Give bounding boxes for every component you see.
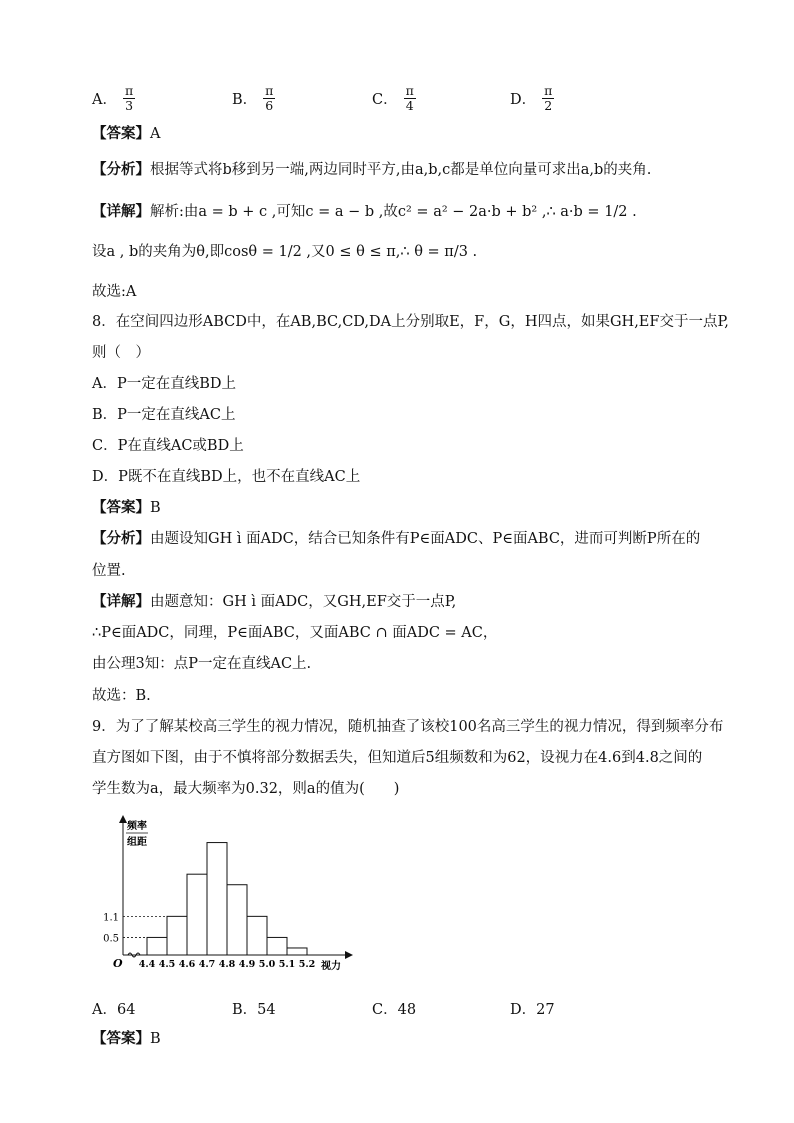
x-tick-label: 4.9	[238, 959, 256, 970]
q8-stem-line-2: 则（ ）	[92, 345, 150, 361]
q7-answer	[92, 124, 160, 144]
q7-option-c	[372, 84, 416, 113]
y-axis-arrow	[119, 815, 127, 823]
histogram-bar	[207, 843, 227, 955]
fraction-numerator: π	[544, 83, 553, 98]
histogram-bar	[167, 916, 187, 955]
x-tick-label: 4.7	[198, 959, 216, 970]
q7-analysis	[92, 160, 651, 180]
analysis-text: 根据等式将b移到另一端,两边同时平方,由a,b,c都是单位向量可求出a,b的夹角.	[150, 162, 652, 178]
y-tick-label: 1.1	[103, 912, 119, 924]
q9-option-d: D．27	[510, 1002, 555, 1018]
option-fraction	[123, 84, 135, 113]
option-fraction	[542, 84, 554, 113]
q8-analysis-2: 位置.	[92, 563, 126, 579]
histogram-bar	[187, 874, 207, 955]
q8-option-a: A．P一定在直线BD上	[92, 376, 237, 392]
q8-analysis	[92, 529, 700, 549]
q9-option-b: B．54	[232, 1002, 276, 1018]
answer-tag: 【答案】	[92, 126, 150, 142]
detail-text: 解析:由a = b + c ,可知c = a − b ,故c² = a² − 2a·b + b² ,∴ a·b = 1/2 .	[150, 204, 637, 220]
fraction-denominator: 4	[405, 98, 414, 113]
histogram-bar	[287, 948, 307, 955]
q7-choose: 故选:A	[92, 284, 137, 300]
q8-stem-line-1: 8．在空间四边形ABCD中，在AB,BC,CD,DA上分别取E，F，G，H四点，如果GH,EF交于一点P,	[92, 314, 729, 330]
q8-option-b: B．P一定在直线AC上	[92, 407, 236, 423]
q8-detail	[92, 592, 456, 612]
x-tick-label: 5.0	[258, 959, 276, 970]
y-axis-label-top: 频率	[127, 821, 147, 832]
frequency-histogram	[95, 815, 365, 975]
detail-tag: 【详解】	[92, 594, 150, 610]
histogram-bar	[147, 937, 167, 955]
q8-option-d: D．P既不在直线BD上，也不在直线AC上	[92, 469, 361, 485]
fraction-denominator: 6	[265, 98, 274, 113]
q7-option-a	[92, 84, 135, 113]
answer-value: A	[150, 126, 161, 142]
q7-detail-2: 设a , b的夹角为θ,即cosθ = 1/2 ,又0 ≤ θ ≤ π,∴ θ = π/3 .	[92, 244, 478, 260]
answer-tag: 【答案】	[92, 500, 150, 516]
histogram-bar	[227, 885, 247, 955]
x-tick-label: 4.8	[218, 959, 236, 970]
x-axis-label: 视力	[321, 961, 341, 972]
origin-label: O	[113, 957, 123, 970]
answer-value: B	[150, 500, 161, 516]
option-fraction	[263, 84, 275, 113]
option-letter: B．	[232, 92, 258, 108]
analysis-tag: 【分析】	[92, 531, 150, 547]
option-fraction	[404, 84, 416, 113]
q8-choose: 故选：B.	[92, 688, 151, 704]
answer-value: B	[150, 1031, 161, 1047]
fraction-denominator: 2	[544, 98, 553, 113]
histogram-bar	[247, 916, 267, 955]
analysis-tag: 【分析】	[92, 162, 150, 178]
x-tick-label: 5.2	[298, 959, 316, 970]
x-axis-arrow	[345, 951, 353, 959]
fraction-numerator: π	[265, 83, 274, 98]
option-letter: C．	[372, 92, 398, 108]
q7-option-b	[232, 84, 275, 113]
q7-options	[92, 84, 732, 124]
answer-tag: 【答案】	[92, 1031, 150, 1047]
q7-detail	[92, 202, 637, 222]
q9-stem-line-2: 直方图如下图，由于不慎将部分数据丢失，但知道后5组频数和为62，设视力在4.6到4.8之间的	[92, 750, 703, 766]
q7-option-d	[510, 84, 554, 113]
x-tick-label: 4.4	[138, 959, 156, 970]
histogram-bar	[267, 937, 287, 955]
q9-stem-line-1: 9．为了了解某校高三学生的视力情况，随机抽查了该校100名高三学生的视力情况，得到频率分布	[92, 719, 724, 735]
x-tick-label: 5.1	[278, 959, 296, 970]
q9-option-c: C．48	[372, 1002, 417, 1018]
y-tick-label: 0.5	[103, 933, 119, 945]
q8-answer	[92, 498, 161, 518]
q8-detail-2: ∴P∈面ADC，同理，P∈面ABC，又面ABC ∩ 面ADC = AC，	[92, 625, 498, 641]
detail-text: 由题意知：GH ì 面ADC，又GH,EF交于一点P,	[150, 594, 457, 610]
analysis-text: 由题设知GH ì 面ADC，结合已知条件有P∈面ADC、P∈面ABC，进而可判断P所在的	[150, 531, 701, 547]
detail-tag: 【详解】	[92, 204, 150, 220]
q8-detail-3: 由公理3知：点P一定在直线AC上.	[92, 656, 312, 672]
fraction-numerator: π	[405, 83, 414, 98]
option-letter: D．	[510, 92, 537, 108]
option-letter: A．	[92, 92, 117, 108]
q9-option-a: A．64	[92, 1002, 136, 1018]
x-tick-label: 4.6	[178, 959, 196, 970]
x-tick-label: 4.5	[158, 959, 176, 970]
y-axis-label-bottom: 组距	[127, 837, 147, 848]
q9-stem-line-3: 学生数为a，最大频率为0.32，则a的值为( )	[92, 781, 400, 797]
fraction-denominator: 3	[125, 98, 134, 113]
q9-answer	[92, 1029, 161, 1049]
q8-option-c: C．P在直线AC或BD上	[92, 438, 244, 454]
fraction-numerator: π	[124, 83, 134, 98]
